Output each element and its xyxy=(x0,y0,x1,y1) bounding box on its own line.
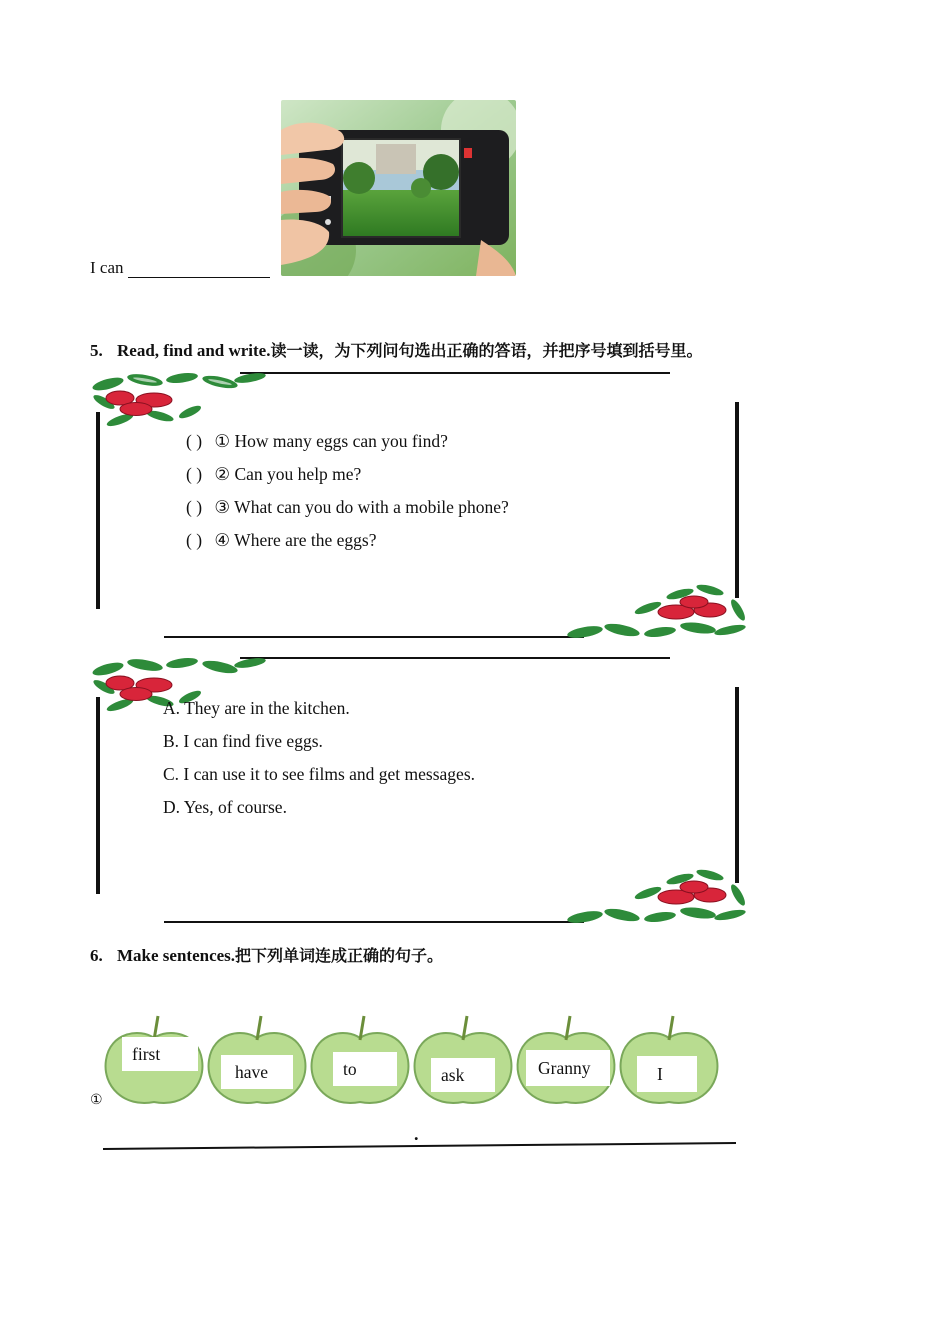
question-number: ② xyxy=(214,464,231,484)
word-apple[interactable] xyxy=(100,1010,208,1110)
word-card: to xyxy=(333,1052,397,1086)
question-text: What can you do with a mobile phone? xyxy=(234,497,509,517)
answer-option: B. I can find five eggs. xyxy=(163,731,323,751)
berry-leaf-corner-decoration xyxy=(560,865,750,925)
question-item xyxy=(186,530,377,551)
question-number: ④ xyxy=(214,530,231,550)
question-text: Where are the eggs? xyxy=(234,530,377,550)
word-card: I xyxy=(637,1056,697,1092)
berry-leaf-corner-decoration xyxy=(90,372,275,434)
frame-left-bar xyxy=(96,412,100,609)
sentence-answer-line[interactable] xyxy=(103,1141,739,1155)
q4-prompt xyxy=(90,258,270,278)
phone-camera-illustration xyxy=(281,100,516,276)
frame-top-line xyxy=(240,657,670,659)
frame-bottom-line xyxy=(164,636,584,638)
word-apple[interactable] xyxy=(409,1010,517,1110)
q5-title-cn: 读一读，为下列问句选出正确的答语，并把序号填到括号里。 xyxy=(270,341,703,360)
question-item xyxy=(186,431,448,452)
q6-heading xyxy=(90,943,443,966)
answer-option: C. I can use it to see films and get messages. xyxy=(163,764,476,784)
question-item xyxy=(186,497,509,518)
word-apple[interactable] xyxy=(512,1010,620,1110)
berry-leaf-corner-decoration xyxy=(560,580,750,640)
answer-option: D. Yes, of course. xyxy=(163,797,287,817)
answer-bracket[interactable]: ( ) xyxy=(186,497,203,517)
word-card: first xyxy=(122,1037,198,1071)
frame-bottom-line xyxy=(164,921,584,923)
word-apple[interactable] xyxy=(203,1010,311,1110)
item-number: ① xyxy=(90,1093,103,1108)
q4-prompt-text: I can xyxy=(90,258,124,277)
q5-heading xyxy=(90,338,703,361)
q5-title-en: Read, find and write. xyxy=(117,341,271,360)
answer-option: A. They are in the kitchen. xyxy=(163,698,350,718)
word-apple[interactable] xyxy=(306,1010,414,1110)
q6-title-en: Make sentences. xyxy=(117,946,236,965)
word-card: Granny xyxy=(526,1050,610,1086)
q6-title-cn: 把下列单词连成正确的句子。 xyxy=(235,946,444,965)
word-apple[interactable] xyxy=(615,1010,723,1110)
question-number: ③ xyxy=(214,497,231,517)
question-text: Can you help me? xyxy=(234,464,362,484)
answer-bracket[interactable]: ( ) xyxy=(186,464,203,484)
frame-right-bar xyxy=(735,687,739,883)
sentence-period: . xyxy=(414,1124,419,1144)
frame-top-line xyxy=(240,372,670,374)
answer-bracket[interactable]: ( ) xyxy=(186,530,203,550)
q4-answer-blank[interactable] xyxy=(128,261,270,278)
q5-number: 5. xyxy=(90,341,103,360)
phone-camera-photo xyxy=(281,100,516,276)
word-card: have xyxy=(221,1055,293,1089)
q6-number: 6. xyxy=(90,946,103,965)
frame-right-bar xyxy=(735,402,739,598)
frame-left-bar xyxy=(96,697,100,894)
question-item xyxy=(186,464,361,485)
question-text: How many eggs can you find? xyxy=(234,431,448,451)
answer-bracket[interactable]: ( ) xyxy=(186,431,203,451)
question-number: ① xyxy=(214,431,231,451)
word-card: ask xyxy=(431,1058,495,1092)
